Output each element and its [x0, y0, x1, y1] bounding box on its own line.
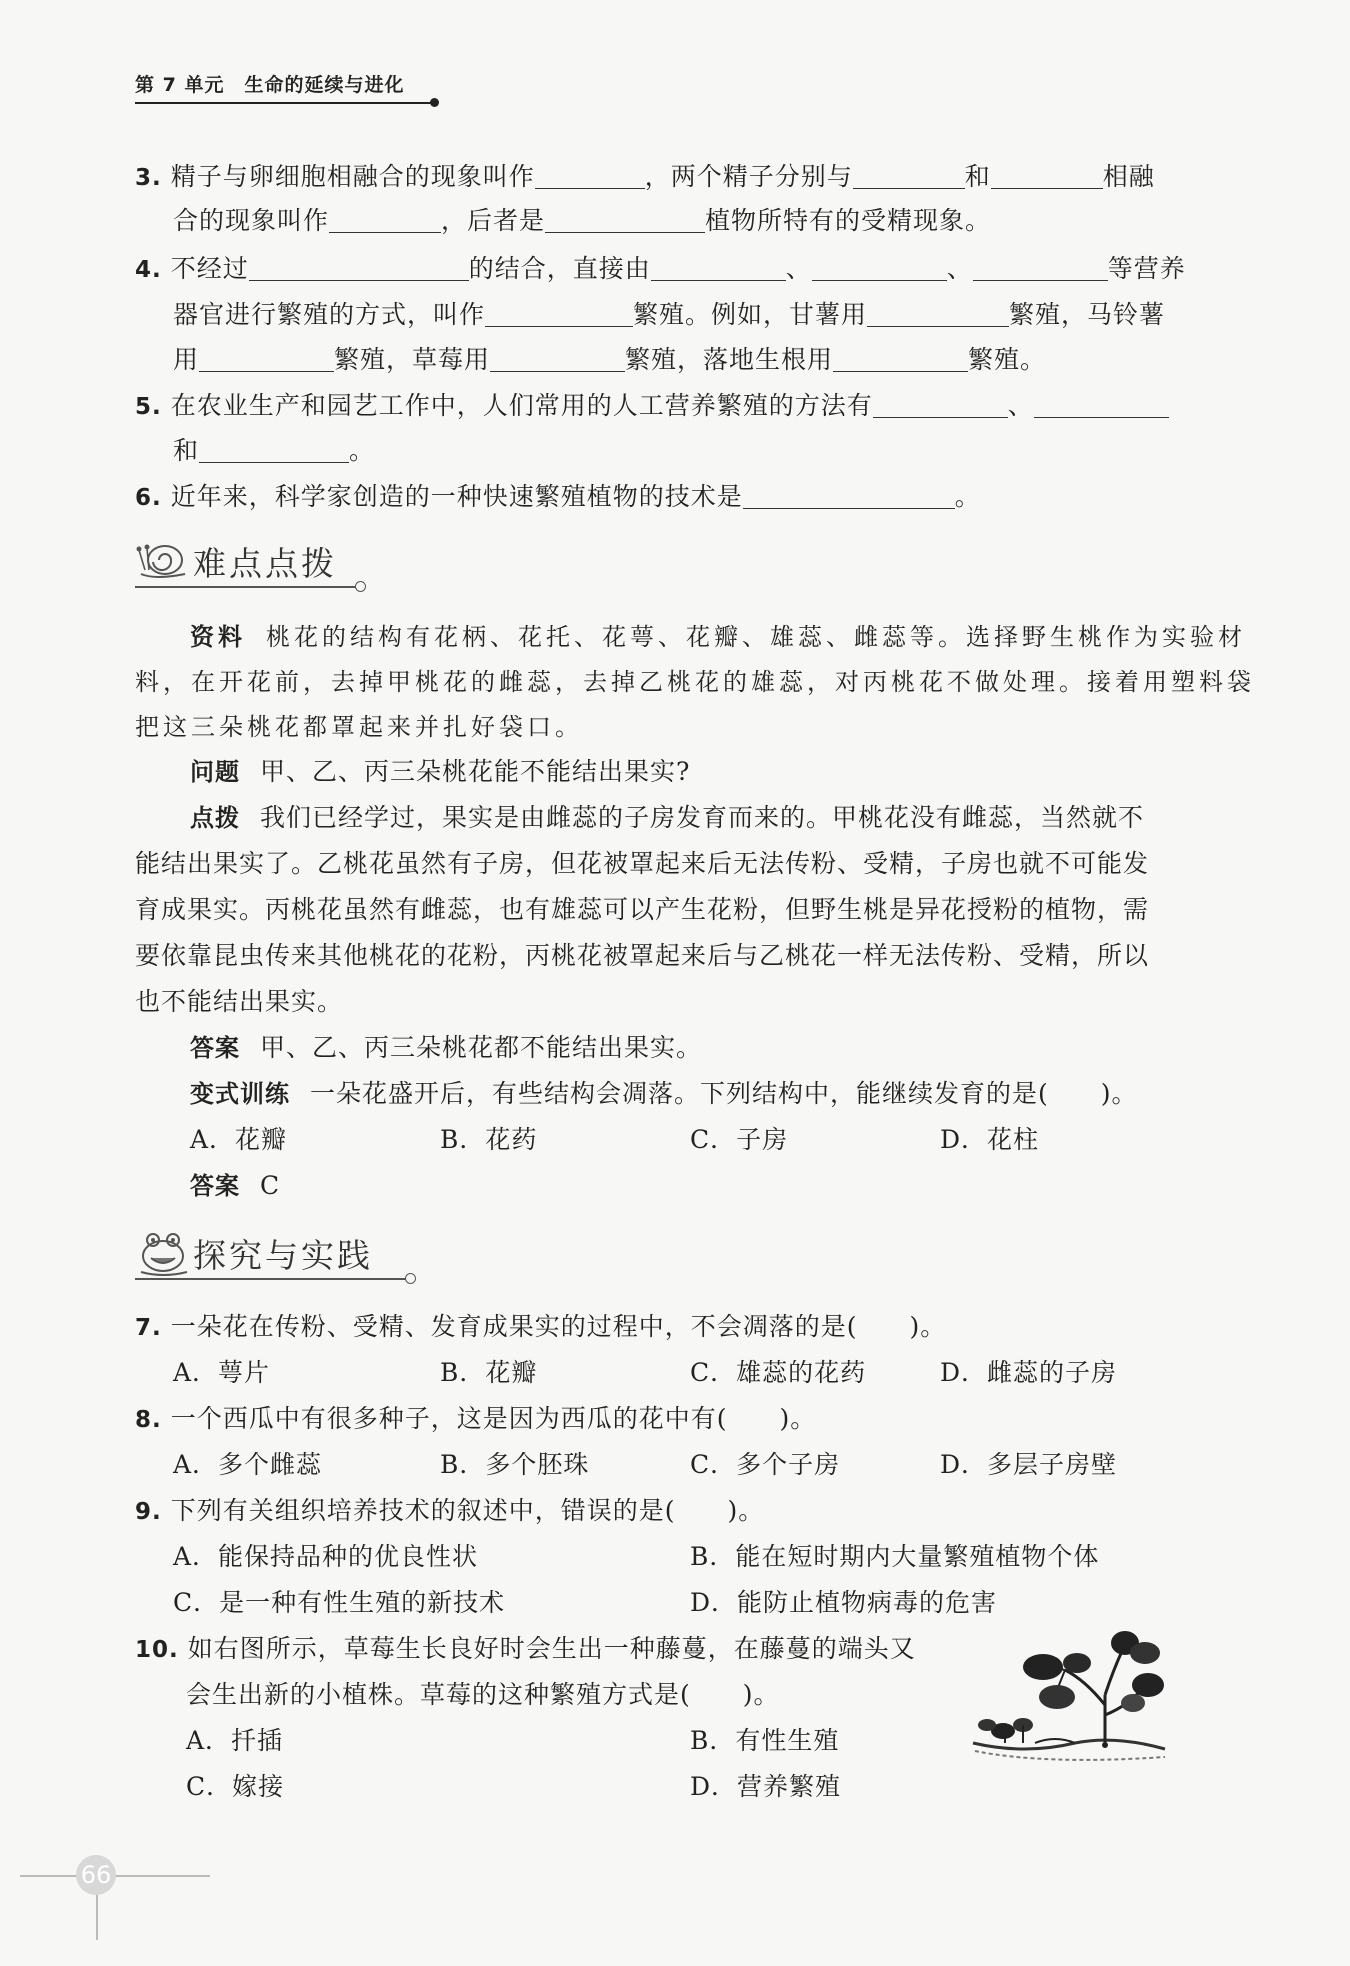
- q10-stem-1: 10. 如右图所示，草莓生长良好时会生出一种藤蔓，在藤蔓的端头又: [135, 1634, 916, 1663]
- hint-line-4: 要依靠昆虫传来其他桃花的花粉，丙桃花被罩起来后与乙桃花一样无法传粉、受精，所以: [135, 941, 1150, 970]
- answer-blank[interactable]: [1034, 391, 1169, 418]
- q3-line-2: 合的现象叫作 ，后者是 植物所特有的受精现象。: [173, 206, 992, 235]
- q4-line-1: 4. 不经过 的结合，直接由 、 、 等营养: [135, 254, 1186, 283]
- answer-blank[interactable]: [545, 206, 705, 233]
- answer-blank[interactable]: [991, 162, 1103, 189]
- q9-stem: 9. 下列有关组织培养技术的叙述中，错误的是( )。: [135, 1496, 765, 1525]
- q8-option-d[interactable]: D．多层子房壁: [940, 1450, 1118, 1479]
- q10-option-b[interactable]: B．有性生殖: [690, 1726, 840, 1755]
- material-line-2: 料，在开花前，去掉甲桃花的雌蕊，去掉乙桃花的雄蕊，对丙桃花不做处理。接着用塑料袋: [135, 668, 1255, 696]
- q8-option-b[interactable]: B．多个胚珠: [440, 1450, 590, 1479]
- answer-line: 答案 甲、乙、丙三朵桃花都不能结出果实。: [190, 1033, 703, 1062]
- question-line: 问题 甲、乙、丙三朵桃花能不能结出果实?: [190, 757, 691, 786]
- hint-line-2: 能结出果实了。乙桃花虽然有子房，但花被罩起来后无法传粉、受精，子房也就不可能发: [135, 849, 1150, 878]
- hint-line-3: 育成果实。丙桃花虽然有雌蕊，也有雄蕊可以产生花粉，但野生桃是异花授粉的植物，需: [135, 895, 1150, 924]
- variant-option-a[interactable]: A．花瓣: [190, 1125, 288, 1154]
- section-practice-title: 探究与实践: [135, 1226, 415, 1286]
- unit-title: 生命的延续与进化: [244, 74, 405, 96]
- material-line-1: 资料 桃花的结构有花柄、花托、花萼、花瓣、雄蕊、雌蕊等。选择野生桃作为实验材: [190, 623, 1246, 651]
- strawberry-plant-illustration: [965, 1625, 1175, 1780]
- variant-answer: 答案 C: [190, 1171, 281, 1200]
- frog-icon: [135, 1228, 193, 1278]
- answer-blank[interactable]: [833, 345, 968, 372]
- variant-option-d[interactable]: D．花柱: [940, 1125, 1040, 1154]
- header-rule: [135, 102, 435, 104]
- variant-line: 变式训练 一朵花盛开后，有些结构会凋落。下列结构中，能继续发育的是( )。: [190, 1079, 1138, 1108]
- page-header: [135, 70, 440, 104]
- q10-option-d[interactable]: D．营养繁殖: [690, 1772, 842, 1801]
- header-dot: [430, 98, 439, 107]
- material-line-3: 把这三朵桃花都罩起来并扎好袋口。: [135, 713, 583, 741]
- q5-line-2: 和 。: [173, 436, 376, 465]
- answer-blank[interactable]: [490, 345, 625, 372]
- snail-icon: [135, 536, 193, 586]
- q10-stem-2: 会生出新的小植株。草莓的这种繁殖方式是( )。: [186, 1680, 780, 1709]
- answer-blank[interactable]: [973, 254, 1108, 281]
- section-difficulty-title: 难点点拨: [135, 534, 365, 594]
- q5-line-1: 5. 在农业生产和园艺工作中，人们常用的人工营养繁殖的方法有 、: [135, 386, 1169, 427]
- q10-option-a[interactable]: A．扦插: [186, 1726, 284, 1755]
- variant-option-c[interactable]: C．子房: [690, 1125, 789, 1154]
- hint-line-5: 也不能结出果实。: [135, 987, 344, 1016]
- q7-option-c[interactable]: C．雄蕊的花药: [690, 1358, 867, 1387]
- q10-option-c[interactable]: C．嫁接: [186, 1772, 285, 1801]
- q8-option-c[interactable]: C．多个子房: [690, 1450, 841, 1479]
- answer-blank[interactable]: [867, 300, 1009, 327]
- variant-option-b[interactable]: B．花药: [440, 1125, 538, 1154]
- q9-option-a[interactable]: A．能保持品种的优良性状: [173, 1542, 479, 1571]
- page-number: 66: [76, 1855, 116, 1895]
- unit-label: 第 7 单元: [135, 74, 225, 96]
- answer-blank[interactable]: [812, 254, 947, 281]
- answer-blank[interactable]: [199, 436, 349, 463]
- q9-option-c[interactable]: C．是一种有性生殖的新技术: [173, 1588, 506, 1617]
- q7-option-a[interactable]: A．萼片: [173, 1358, 271, 1387]
- answer-blank[interactable]: [485, 300, 633, 327]
- q8-option-a[interactable]: A．多个雌蕊: [173, 1450, 323, 1479]
- q9-option-b[interactable]: B．能在短时期内大量繁殖植物个体: [690, 1542, 1100, 1571]
- q8-stem: 8. 一个西瓜中有很多种子，这是因为西瓜的花中有( )。: [135, 1404, 817, 1433]
- q4-line-3: 用 繁殖，草莓用 繁殖，落地生根用 繁殖。: [173, 345, 1047, 374]
- answer-blank[interactable]: [743, 482, 955, 509]
- answer-blank[interactable]: [535, 162, 645, 189]
- q7-stem: 7. 一朵花在传粉、受精、发育成果实的过程中，不会凋落的是( )。: [135, 1312, 947, 1341]
- q7-option-d[interactable]: D．雌蕊的子房: [940, 1358, 1118, 1387]
- answer-blank[interactable]: [873, 391, 1008, 418]
- q7-option-b[interactable]: B．花瓣: [440, 1358, 538, 1387]
- hint-line-1: 点拨 我们已经学过，果实是由雌蕊的子房发育而来的。甲桃花没有雌蕊，当然就不: [190, 803, 1145, 832]
- answer-blank[interactable]: [853, 162, 965, 189]
- answer-blank[interactable]: [199, 345, 334, 372]
- q3-line-1: 3. 精子与卵细胞相融合的现象叫作 ，两个精子分别与 和 相融: [135, 162, 1155, 191]
- answer-blank[interactable]: [249, 254, 469, 281]
- answer-blank[interactable]: [651, 254, 786, 281]
- q9-option-d[interactable]: D．能防止植物病毒的危害: [690, 1588, 998, 1617]
- q6-line-1: 6. 近年来，科学家创造的一种快速繁殖植物的技术是 。: [135, 482, 981, 511]
- answer-blank[interactable]: [329, 206, 441, 233]
- q4-line-2: 器官进行繁殖的方式，叫作 繁殖。例如，甘薯用 繁殖，马铃薯: [173, 300, 1166, 329]
